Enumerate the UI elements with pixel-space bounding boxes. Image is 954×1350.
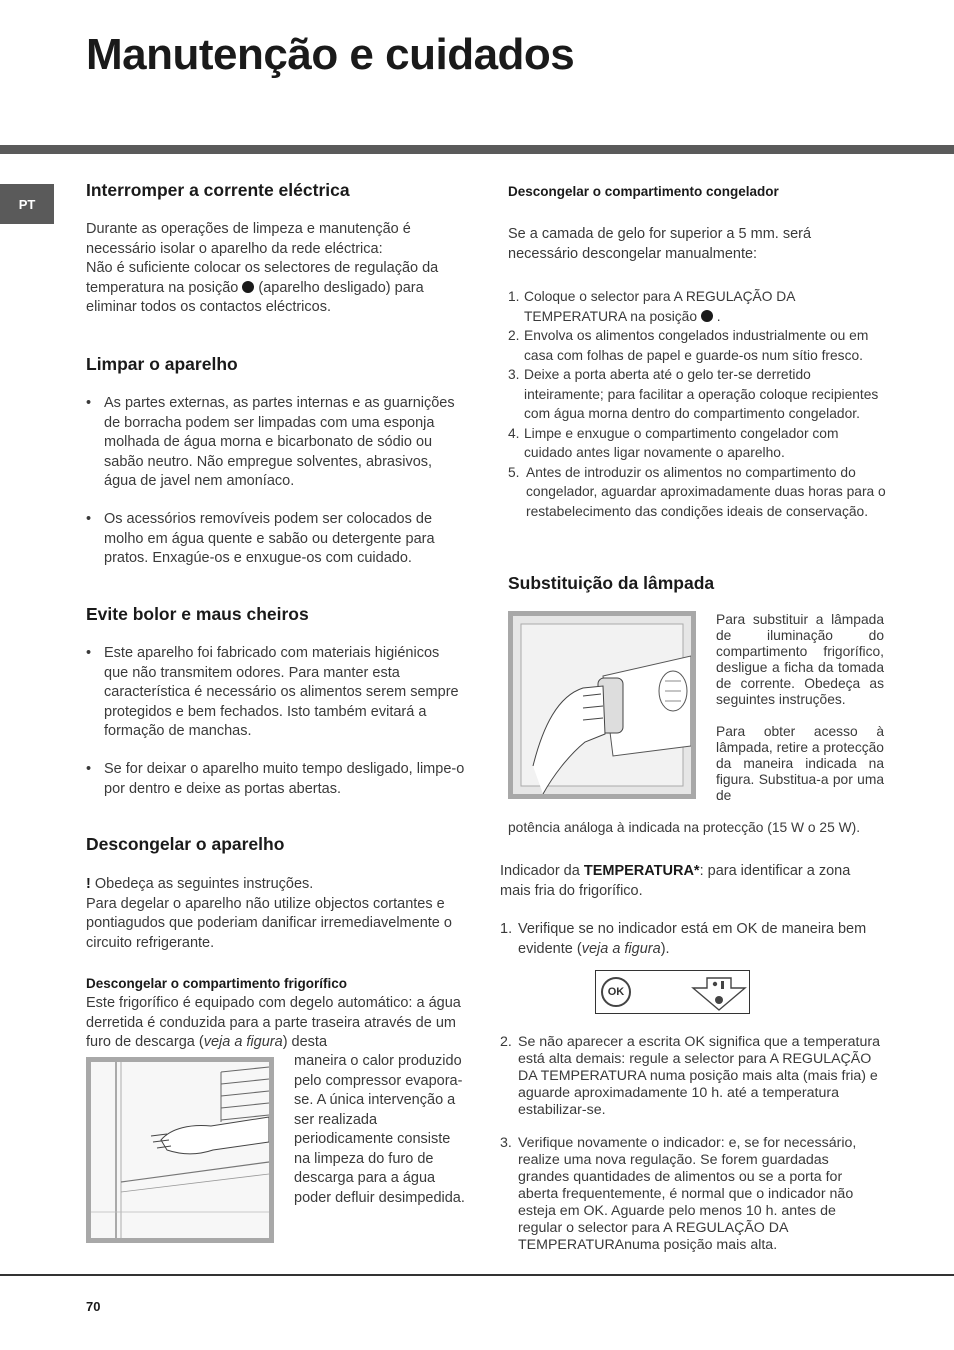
evite-bullet-1: • Este aparelho foi fabricado com materiais higiénicos que não transmitem odores. Para manter esta característica é necessário os alimentos serem sempre protegidos e bem fechados. Isto também evitará a formação de manchas. <box>86 644 466 742</box>
descongelar-intro <box>86 875 464 953</box>
descongelar-paragraph: Para degelar o aparelho não utilize objectos cortantes e pontiagudos que poderiam danificar irremediavelmente o circuito refrigerante. <box>86 895 452 951</box>
warning-line: ! Obedeça as seguintes instruções. <box>86 876 314 892</box>
indicator-step-3: 3. Verifique novamente o indicador: e, se for necessário, realize uma nova regulação. Se forem guardadas grandes quantidades de alimentos ou se a porta for aberta frequentemente, é normal que o indicador não esteja em OK. Aguarde pelo menos 10 h. antes de regular o selector para A REGULAÇÃO DA TEMPERATURAnuma posição mais alta. <box>500 1135 857 1253</box>
footer-divider <box>0 1274 954 1276</box>
off-position-dot-icon <box>242 281 254 293</box>
lamp-replacement-illustration-icon <box>513 616 691 794</box>
section-interromper-text <box>86 220 461 318</box>
lamp-full-text: potência análoga à indicada na protecção (15 W o 25 W). <box>508 820 861 835</box>
congelador-step-1: 1. Coloque o selector para A REGULAÇÃO DA TEMPERATURA na posição . <box>508 289 795 324</box>
heading-interromper: Interromper a corrente eléctrica <box>86 180 350 200</box>
temperature-indicator-intro: Indicador da TEMPERATURA*: para identificar a zona mais fria do frigorífico. <box>500 863 851 899</box>
heading-limpar: Limpar o aparelho <box>86 354 238 374</box>
lamp-side-paragraph-1: Para substituir a lâmpada de iluminação do compartimento frigorífico, desligue a ficha da tomada de corrente. Obedeça as seguintes instruções. <box>716 612 884 707</box>
ok-indicator-figure <box>595 970 750 1014</box>
heading-descongelar-aparelho: Descongelar o aparelho <box>86 834 285 854</box>
indicator-step-1: 1. Verifique se no indicador está em OK de maneira bem evidente (veja a figura). <box>500 921 867 957</box>
lamp-replacement-figure <box>508 611 696 799</box>
heading-substituicao-lampada: Substituição da lâmpada <box>508 573 715 593</box>
lamp-side-text <box>716 612 884 804</box>
congelador-step-5: 5. Antes de introduzir os alimentos no compartimento do congelador, aguardar aproximadamente duas horas para o restabelecimento das condições ideais de conservação. <box>508 464 886 519</box>
lamp-side-paragraph-2: Para obter acesso à lâmpada, retire a protecção da maneira indicada na figura. Substitua-a por uma de <box>716 724 884 803</box>
indicator-step-2: 2. Se não aparecer a escrita OK significa que a temperatura está alta demais: regule a selector para A REGULAÇÃO DA TEMPERATURA numa posição mais alta (mais fria) e aguarde aproximadamente 10 h. até a temperatura estabilizar-se. <box>500 1034 880 1118</box>
congelador-step-3: 3. Deixe a porta aberta até o gelo ter-se derretido inteiramente; para facilitar a operação coloque recipientes com água morna dentro do compartimento congelador. <box>508 367 879 421</box>
thermometer-indicator-icon <box>691 974 747 1012</box>
congelador-steps-list <box>508 287 890 521</box>
frigorifico-side-text: maneira o calor produzido pelo compressor evapora-se. A única intervenção a ser realizada periodicamente consiste na limpeza do furo de descarga para a água poder defluir desimpedida. <box>294 1053 465 1206</box>
fridge-drain-figure <box>86 1057 274 1243</box>
frigorifico-paragraph: Este frigorífico é equipado com degelo automático: a água derretida é conduzida para a parte traseira através de um furo de descarga (veja a figura) desta <box>86 995 461 1050</box>
off-position-dot-icon <box>701 310 713 322</box>
interromper-paragraph-1: Durante as operações de limpeza e manutenção é necessário isolar o aparelho da rede eléctrica: <box>86 221 411 257</box>
ok-badge: OK <box>601 977 631 1007</box>
heading-evite-bolor: Evite bolor e maus cheiros <box>86 604 309 624</box>
page-number: 70 <box>86 1299 101 1314</box>
limpar-bullet-2: • Os acessórios removíveis podem ser colocados de molho em água quente e sabão ou detergente para pratos. Enxagúe-os e enxugue-os com cuidado. <box>86 510 466 569</box>
subheading-frigorifico: Descongelar o compartimento frigorífico <box>86 976 348 991</box>
interromper-paragraph-2: Não é suficiente colocar os selectores de regulação da temperatura na posição (aparelho desligado) para eliminar todos os contactos eléctricos. <box>86 260 439 315</box>
language-tab: PT <box>0 184 54 224</box>
warning-mark-icon: ! <box>86 876 91 892</box>
evite-bullet-2: • Se for deixar o aparelho muito tempo desligado, limpe-o por dentro e deixe as portas abertas. <box>86 760 466 799</box>
fridge-drain-illustration-icon <box>91 1062 269 1238</box>
congelador-step-2: 2. Envolva os alimentos congelados industrialmente ou em casa com folhas de papel e guarde-os num sítio fresco. <box>508 328 869 363</box>
congelador-step-4: 4. Limpe e enxugue o compartimento congelador com cuidado antes ligar novamente o aparelho. <box>508 425 839 460</box>
header-divider-bar <box>0 145 954 154</box>
page-title: Manutenção e cuidados <box>86 30 575 79</box>
limpar-bullet-1: • As partes externas, as partes internas e as guarnições de borracha podem ser limpadas com uma esponja molhada de água morna e bicarbonato de sódio ou sabão neutro. Não empregue solventes, abrasivos, água de javel nem amoníaco. <box>86 394 466 492</box>
congelador-paragraph: Se a camada de gelo for superior a 5 mm. será necessário descongelar manualmente: <box>508 226 812 262</box>
subheading-congelador: Descongelar o compartimento congelador <box>508 184 779 199</box>
